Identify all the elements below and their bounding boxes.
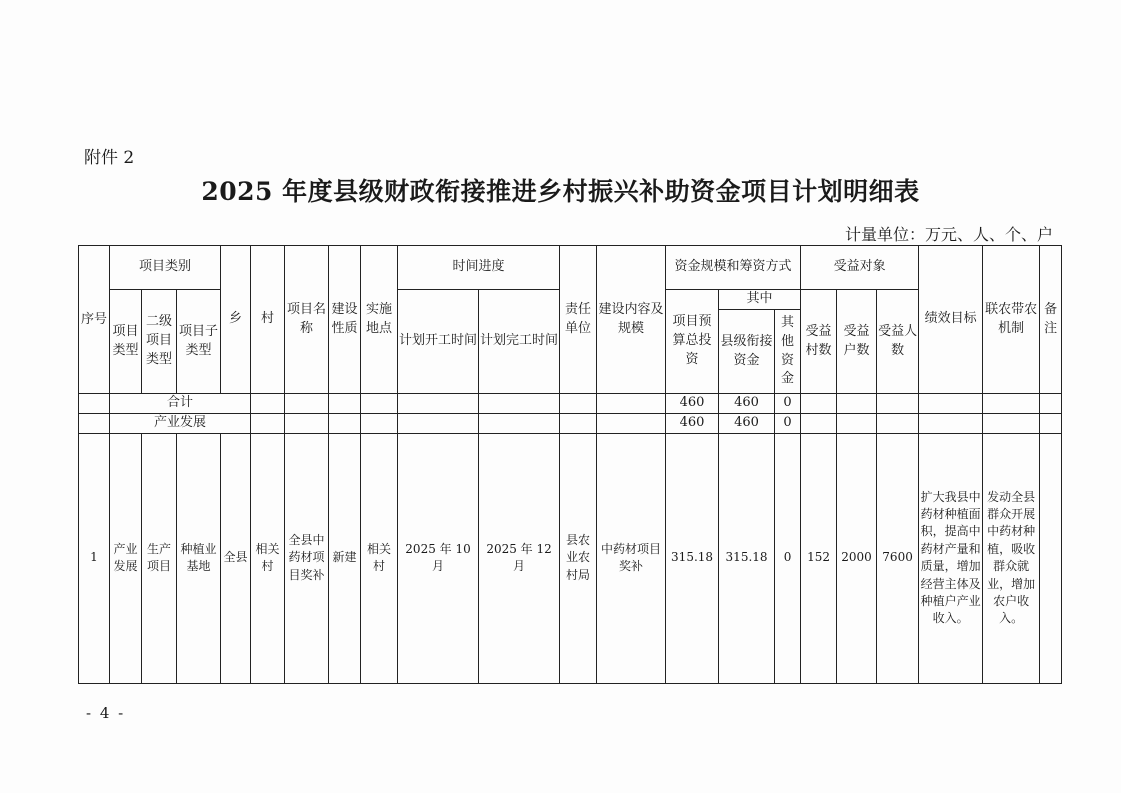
project-content: 中药材项目奖补 bbox=[597, 433, 666, 683]
project-people: 7600 bbox=[877, 433, 919, 683]
header-performance: 绩效目标 bbox=[919, 246, 983, 394]
header-total-investment: 项目预算总投资 bbox=[666, 290, 719, 394]
project-township: 全县 bbox=[221, 433, 251, 683]
project-secondary: 生产项目 bbox=[142, 433, 177, 683]
header-seq: 序号 bbox=[79, 246, 110, 394]
project-remarks bbox=[1040, 433, 1062, 683]
project-performance: 扩大我县中药材种植面积，提高中药材产量和质量，增加经营主体及种植户产业收入。 bbox=[919, 433, 983, 683]
industry-investment: 460 bbox=[666, 413, 719, 433]
header-beneficiary-people: 受益人数 bbox=[877, 290, 919, 394]
header-county-funds: 县级衔接资金 bbox=[719, 310, 775, 394]
project-table bbox=[78, 245, 1062, 684]
header-project-type: 项目类型 bbox=[110, 290, 142, 394]
annex-label: 附件 2 bbox=[84, 148, 135, 168]
page-title: 2025 年度县级财政衔接推进乡村振兴补助资金项目计划明细表 bbox=[201, 177, 920, 206]
header-farmer-link: 联农带农机制 bbox=[983, 246, 1040, 394]
project-name: 全县中药材项目奖补 bbox=[285, 433, 329, 683]
project-county-funds: 315.18 bbox=[719, 433, 775, 683]
total-county-funds: 460 bbox=[719, 394, 775, 414]
header-project-subtype: 项目子类型 bbox=[177, 290, 221, 394]
header-project-name: 项目名称 bbox=[285, 246, 329, 394]
project-total: 315.18 bbox=[666, 433, 719, 683]
header-remarks: 备注 bbox=[1040, 246, 1062, 394]
industry-row bbox=[79, 413, 1062, 433]
project-location: 相关村 bbox=[361, 433, 398, 683]
total-investment: 460 bbox=[666, 394, 719, 414]
industry-label: 产业发展 bbox=[110, 413, 251, 433]
header-responsible-unit: 责任单位 bbox=[560, 246, 597, 394]
header-project-category: 项目类别 bbox=[110, 246, 221, 290]
header-beneficiaries: 受益对象 bbox=[801, 246, 919, 290]
industry-other-funds: 0 bbox=[775, 413, 801, 433]
header-secondary-type: 二级项目类型 bbox=[142, 290, 177, 394]
header-among: 其中 bbox=[719, 290, 801, 310]
total-row bbox=[79, 394, 1062, 414]
header-beneficiary-households: 受益户数 bbox=[837, 290, 877, 394]
table-row bbox=[79, 433, 1062, 683]
unit-note: 计量单位：万元、人、个、户 bbox=[844, 225, 1053, 244]
header-location: 实施地点 bbox=[361, 246, 398, 394]
header-schedule: 时间进度 bbox=[398, 246, 560, 290]
header-funding: 资金规模和筹资方式 bbox=[666, 246, 801, 290]
project-villages: 152 bbox=[801, 433, 837, 683]
project-households: 2000 bbox=[837, 433, 877, 683]
project-subtype: 种植业基地 bbox=[177, 433, 221, 683]
industry-county-funds: 460 bbox=[719, 413, 775, 433]
header-plan-end: 计划完工时间 bbox=[479, 290, 560, 394]
project-type: 产业发展 bbox=[110, 433, 142, 683]
project-start: 2025 年 10 月 bbox=[398, 433, 479, 683]
project-nature: 新建 bbox=[329, 433, 361, 683]
project-seq: 1 bbox=[79, 433, 110, 683]
total-label: 合计 bbox=[110, 394, 251, 414]
header-other-funds: 其他资金 bbox=[775, 310, 801, 394]
project-village: 相关村 bbox=[251, 433, 285, 683]
page-number: - 4 - bbox=[86, 704, 126, 722]
project-farmer-link: 发动全县群众开展中药材种植，吸收群众就业，增加农户收入。 bbox=[983, 433, 1040, 683]
header-construction-nature: 建设性质 bbox=[329, 246, 361, 394]
project-other-funds: 0 bbox=[775, 433, 801, 683]
header-beneficiary-villages: 受益村数 bbox=[801, 290, 837, 394]
header-township: 乡 bbox=[221, 246, 251, 394]
project-end: 2025 年 12 月 bbox=[479, 433, 560, 683]
total-other-funds: 0 bbox=[775, 394, 801, 414]
header-plan-start: 计划开工时间 bbox=[398, 290, 479, 394]
header-village: 村 bbox=[251, 246, 285, 394]
header-content-scale: 建设内容及规模 bbox=[597, 246, 666, 394]
project-unit: 县农业农村局 bbox=[560, 433, 597, 683]
